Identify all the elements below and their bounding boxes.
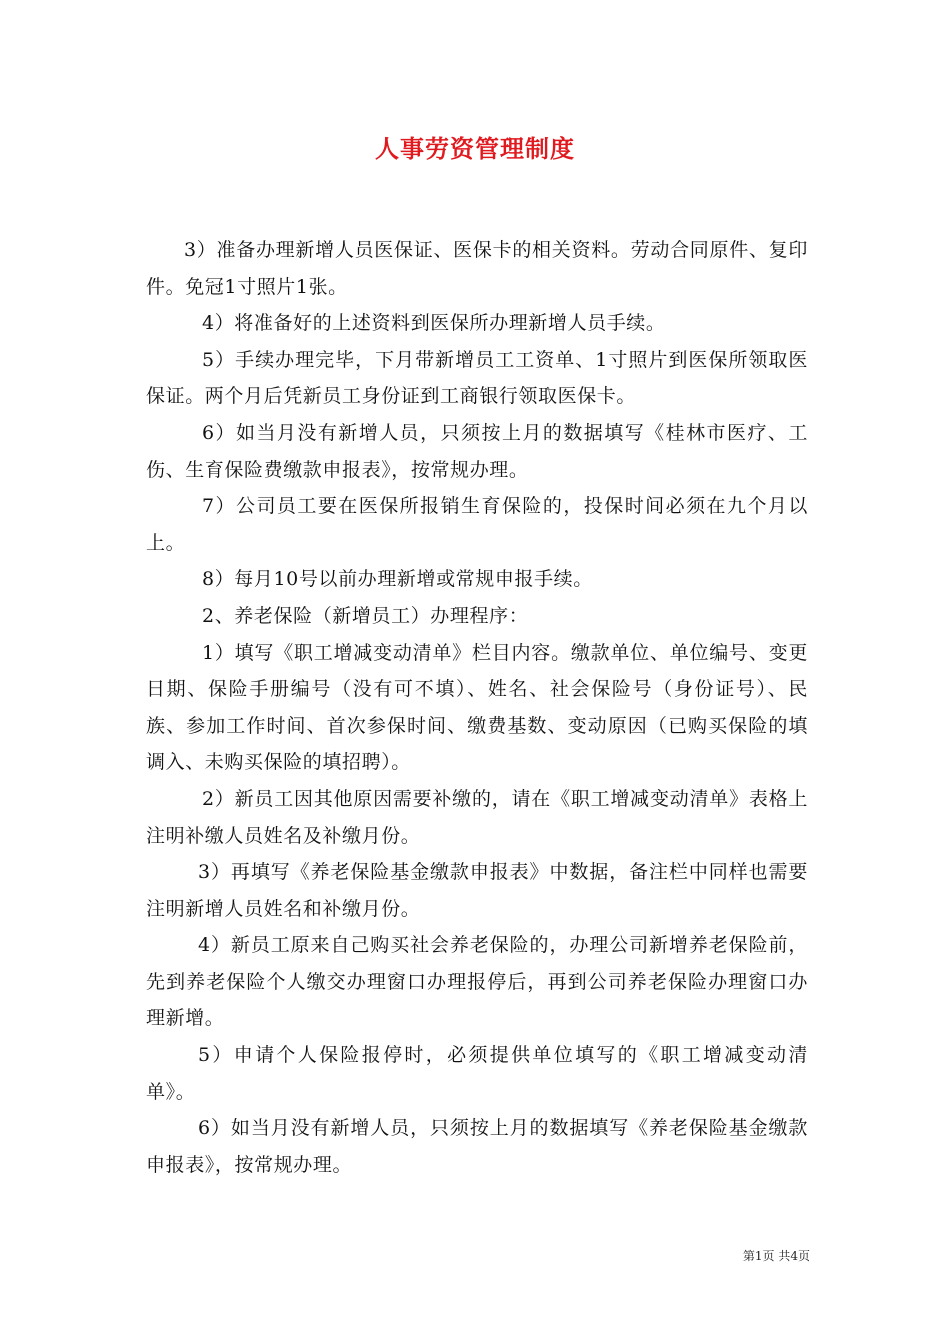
paragraph-medical-materials: 3）准备办理新增人员医保证、医保卡的相关资料。劳动合同原件、复印件。免冠1寸照片1张。 [146,239,808,298]
paragraph-deadline: 8）每月10号以前办理新增或常规申报手续。 [202,568,593,591]
document-body [146,232,808,1183]
paragraph-pension-form: 3）再填写《养老保险基金缴款申报表》中数据，备注栏中同样也需要注明新增人员姓名和补缴月份。 [146,861,808,920]
paragraph-transfer: 4）新员工原来自己购买社会养老保险的，办理公司新增养老保险前，先到养老保险个人缴交办理窗口办理报停后，再到公司养老保险办理窗口办理新增。 [146,934,808,1030]
paragraph-suspend: 5）申请个人保险报停时，必须提供单位填写的《职工增减变动清单》。 [146,1044,808,1103]
paragraph-back-payment: 2）新员工因其他原因需要补缴的，请在《职工增减变动清单》表格上注明补缴人员姓名及补缴月份。 [146,787,808,847]
page-title: 人事劳资管理制度 [375,134,575,163]
paragraph-change-list: 1）填写《职工增减变动清单》栏目内容。缴款单位、单位编号、变更日期、保险手册编号（没有可不填）、姓名、社会保险号（身份证号）、民族、参加工作时间、首次参保时间、缴费基数、变动原因（已购买保险的填调入、未购买保险的填招聘）。 [146,641,808,774]
paragraph-maternity-insurance: 7）公司员工要在医保所报销生育保险的，投保时间必须在九个月以上。 [146,495,808,554]
paragraph-no-new-staff-medical: 6）如当月没有新增人员，只须按上月的数据填写《桂林市医疗、工伤、生育保险费缴款申报表》，按常规办理。 [146,421,808,481]
section-heading-pension: 2、养老保险（新增员工）办理程序： [202,604,529,627]
paragraph-medical-card: 5）手续办理完毕，下月带新增员工工资单、1寸照片到医保所领取医保证。两个月后凭新员工身份证到工商银行领取医保卡。 [146,348,808,408]
page-number: 第1页 共4页 [742,1249,810,1263]
paragraph-no-new-staff-pension: 6）如当月没有新增人员，只须按上月的数据填写《养老保险基金缴款申报表》，按常规办理。 [146,1117,808,1176]
paragraph-medical-procedure: 4）将准备好的上述资料到医保所办理新增人员手续。 [202,312,666,335]
